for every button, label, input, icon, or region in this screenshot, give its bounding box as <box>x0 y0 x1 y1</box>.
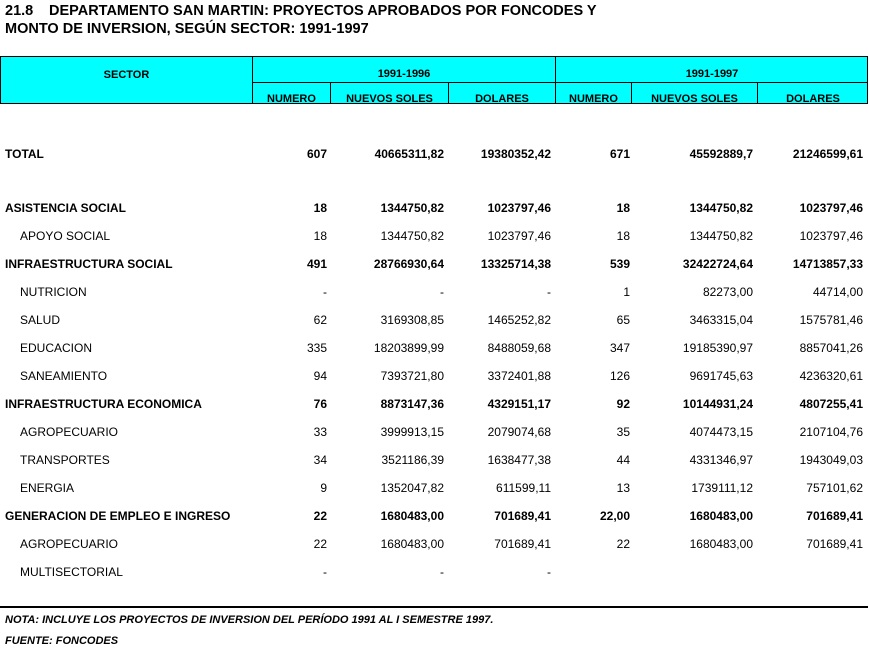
table-row-apoyo-social <box>0 227 868 245</box>
cell-numero-1996: 22 <box>313 509 327 523</box>
cell-numero-1997: 22,00 <box>599 509 630 523</box>
table-title <box>5 2 597 38</box>
cell-numero-1997: 92 <box>616 397 630 411</box>
cell-dolares-1996: 13325714,38 <box>480 257 551 271</box>
cell-dolares-1996: 19380352,42 <box>480 147 551 161</box>
footer-divider <box>0 606 868 608</box>
row-label: ASISTENCIA SOCIAL <box>5 201 126 215</box>
cell-numero-1996: 34 <box>313 453 327 467</box>
cell-numero-1997: 671 <box>609 147 630 161</box>
cell-numero-1996: 94 <box>313 369 327 383</box>
cell-soles-1996: 1680483,00 <box>380 537 444 551</box>
cell-dolares-1996: 1638477,38 <box>487 453 551 467</box>
cell-soles-1996: 28766930,64 <box>373 257 444 271</box>
row-label: APOYO SOCIAL <box>20 229 111 243</box>
cell-numero-1997: 126 <box>609 369 630 383</box>
table-row-energia <box>0 479 868 497</box>
table-row-total <box>0 145 868 163</box>
table-row-infraestructura-economica <box>0 395 868 413</box>
cell-soles-1996: 1352047,82 <box>380 481 444 495</box>
cell-numero-1996: 62 <box>313 313 327 327</box>
table-row-asistencia-social <box>0 199 868 217</box>
cell-dolares-1997: 1023797,46 <box>799 229 863 243</box>
table-row-nutricion <box>0 283 868 301</box>
cell-numero-1997: 44 <box>616 453 630 467</box>
source-note: FUENTE: FONCODES <box>5 635 119 647</box>
cell-numero-1996: 18 <box>313 229 327 243</box>
cell-numero-1997: 35 <box>616 425 630 439</box>
cell-dolares-1996: 1465252,82 <box>487 313 551 327</box>
cell-dolares-1997: 4236320,61 <box>799 369 863 383</box>
table-row-infraestructura-social <box>0 255 868 273</box>
cell-soles-1996: 3521186,39 <box>381 453 444 467</box>
cell-soles-1996: 8873147,36 <box>380 397 444 411</box>
header-numero-2: NUMERO <box>569 93 618 105</box>
cell-soles-1997: 1344750,82 <box>689 201 753 215</box>
cell-soles-1997: 3463315,04 <box>689 313 753 327</box>
row-label: INFRAESTRUCTURA ECONOMICA <box>5 397 202 411</box>
header-period-1991-1996: 1991-1996 <box>377 68 431 80</box>
cell-numero-1997: 18 <box>616 229 630 243</box>
cell-dolares-1996: 611599,11 <box>496 481 551 495</box>
cell-soles-1996: 40665311,82 <box>374 147 444 161</box>
cell-soles-1997: 45592889,7 <box>689 147 753 161</box>
header-dolares-1: DOLARES <box>475 93 529 105</box>
cell-dolares-1997: 1575781,46 <box>799 313 863 327</box>
row-label: TRANSPORTES <box>20 453 110 467</box>
row-label: SALUD <box>20 313 61 327</box>
cell-dolares-1997: 44714,00 <box>812 285 863 299</box>
cell-dolares-1996: - <box>547 285 551 299</box>
cell-soles-1996: - <box>440 285 444 299</box>
cell-soles-1997: 4074473,15 <box>689 425 753 439</box>
cell-dolares-1996: 4329151,17 <box>487 397 551 411</box>
cell-soles-1997: 1680483,00 <box>689 537 753 551</box>
cell-soles-1997: 9691745,63 <box>689 369 753 383</box>
cell-numero-1996: 18 <box>313 201 327 215</box>
cell-dolares-1997: 757101,62 <box>806 481 863 495</box>
header-numero-1: NUMERO <box>267 93 316 105</box>
header-sector: SECTOR <box>103 69 150 81</box>
cell-numero-1996: - <box>323 565 327 579</box>
cell-soles-1997: 82273,00 <box>702 285 753 299</box>
cell-soles-1996: 3169308,85 <box>380 313 444 327</box>
footnote: NOTA: INCLUYE LOS PROYECTOS DE INVERSION DEL PERÍODO 1991 AL I SEMESTRE 1997. <box>5 614 494 626</box>
cell-soles-1996: 1344750,82 <box>380 229 444 243</box>
cell-dolares-1996: 3372401,88 <box>487 369 551 383</box>
cell-numero-1997: 539 <box>609 257 630 271</box>
cell-dolares-1997: 1943049,03 <box>799 453 863 467</box>
cell-numero-1997: 1 <box>623 285 630 299</box>
header-nuevos-soles-2: NUEVOS SOLES <box>651 93 738 105</box>
cell-soles-1996: 1344750,82 <box>380 201 444 215</box>
row-label: AGROPECUARIO <box>20 425 119 439</box>
table-row-salud <box>0 311 868 329</box>
cell-dolares-1996: 701689,41 <box>494 537 551 551</box>
table-row-educacion <box>0 339 868 357</box>
cell-soles-1997: 1680483,00 <box>689 509 753 523</box>
table-row-multisectorial <box>0 563 868 581</box>
cell-numero-1996: 33 <box>313 425 327 439</box>
cell-dolares-1997: 8857041,26 <box>799 341 863 355</box>
cell-soles-1997: 4331346,97 <box>689 453 753 467</box>
cell-dolares-1996: 701689,41 <box>494 509 551 523</box>
row-label: MULTISECTORIAL <box>20 565 123 579</box>
cell-numero-1996: 9 <box>320 481 327 495</box>
row-label: INFRAESTRUCTURA SOCIAL <box>5 257 173 271</box>
cell-dolares-1996: 1023797,46 <box>487 229 551 243</box>
cell-dolares-1997: 2107104,76 <box>799 425 863 439</box>
title-line-2: MONTO DE INVERSION, SEGÚN SECTOR: 1991-1997 <box>5 21 369 37</box>
cell-dolares-1997: 701689,41 <box>806 537 863 551</box>
table-row-agropecuario-empleo <box>0 535 868 553</box>
cell-soles-1997: 1344750,82 <box>689 229 753 243</box>
cell-numero-1996: 491 <box>306 257 327 271</box>
cell-numero-1996: 607 <box>306 147 327 161</box>
table-row-transportes <box>0 451 868 469</box>
row-label: ENERGIA <box>20 481 75 495</box>
cell-numero-1996: 76 <box>313 397 327 411</box>
cell-dolares-1997: 701689,41 <box>806 509 863 523</box>
cell-dolares-1997: 14713857,33 <box>792 257 863 271</box>
table-number: 21.8 <box>5 3 34 19</box>
cell-soles-1997: 32422724,64 <box>682 257 753 271</box>
row-label: TOTAL <box>5 147 44 161</box>
cell-dolares-1997: 4807255,41 <box>799 397 863 411</box>
cell-soles-1996: 3999913,15 <box>380 425 444 439</box>
header-period-1991-1997: 1991-1997 <box>685 68 739 80</box>
row-label: AGROPECUARIO <box>20 537 119 551</box>
cell-soles-1997: 10144931,24 <box>682 397 753 411</box>
title-line-1: DEPARTAMENTO SAN MARTIN: PROYECTOS APROBADOS POR FONCODES Y <box>49 3 597 19</box>
cell-numero-1996: 22 <box>313 537 327 551</box>
table-row-generacion-empleo <box>0 507 868 525</box>
row-label: SANEAMIENTO <box>20 369 108 383</box>
cell-numero-1997: 13 <box>616 481 630 495</box>
cell-soles-1996: 1680483,00 <box>380 509 444 523</box>
cell-numero-1997: 18 <box>616 201 630 215</box>
cell-numero-1996: 335 <box>306 341 327 355</box>
cell-dolares-1996: 8488059,68 <box>487 341 551 355</box>
cell-dolares-1996: 1023797,46 <box>487 201 551 215</box>
cell-dolares-1996: - <box>547 565 551 579</box>
cell-numero-1997: 347 <box>609 341 630 355</box>
cell-dolares-1997: 21246599,61 <box>792 147 863 161</box>
cell-dolares-1996: 2079074,68 <box>487 425 551 439</box>
header-dolares-2: DOLARES <box>786 93 840 105</box>
header-nuevos-soles-1: NUEVOS SOLES <box>346 93 433 105</box>
cell-dolares-1997: 1023797,46 <box>799 201 863 215</box>
table-row-saneamiento <box>0 367 868 385</box>
cell-numero-1997: 22 <box>616 537 630 551</box>
cell-soles-1996: 18203899,99 <box>373 341 444 355</box>
cell-soles-1996: - <box>440 565 444 579</box>
row-label: NUTRICION <box>20 285 87 299</box>
table-header <box>0 56 868 104</box>
table-row-agropecuario <box>0 423 868 441</box>
row-label: GENERACION DE EMPLEO E INGRESO <box>5 509 231 523</box>
cell-numero-1997: 65 <box>616 313 630 327</box>
cell-soles-1997: 19185390,97 <box>682 341 753 355</box>
cell-soles-1997: 1739111,12 <box>691 481 753 495</box>
cell-soles-1996: 7393721,80 <box>380 369 444 383</box>
row-label: EDUCACION <box>20 341 93 355</box>
cell-numero-1996: - <box>323 285 327 299</box>
